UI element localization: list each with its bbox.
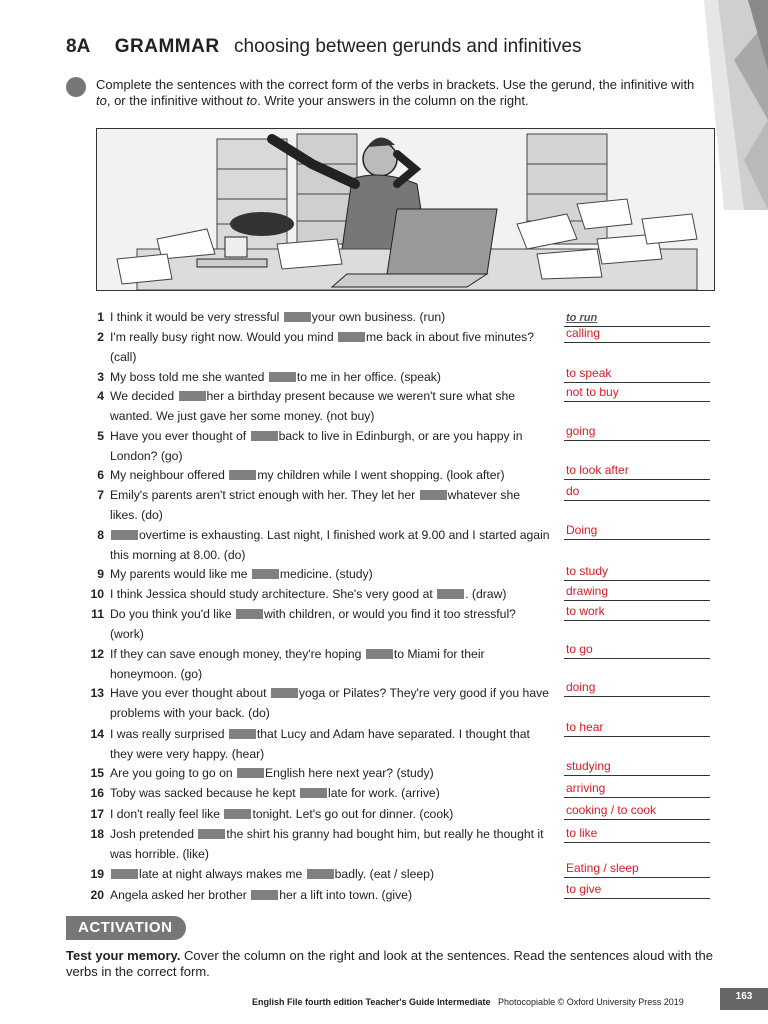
answer-text: arriving xyxy=(566,781,606,795)
answer-gap xyxy=(420,490,447,500)
office-illustration xyxy=(96,128,715,291)
question-number: 20 xyxy=(90,888,104,902)
question-text: I was really surprised that Lucy and Adam have separated. I thought that they were very happy. (hear) xyxy=(110,727,530,761)
answer-line[interactable] xyxy=(564,822,710,843)
answer-text: to work xyxy=(566,604,605,618)
answer-text: to run xyxy=(566,312,598,324)
unit-code: 8A xyxy=(66,36,91,57)
activation-text: Test your memory. Cover the column on the right and look at the sentences. Read the sentences aloud with the verbs in the correct form. xyxy=(66,948,714,979)
answer-text: doing xyxy=(566,680,596,694)
answer-gap xyxy=(229,729,256,739)
answer-text: to give xyxy=(566,882,602,896)
activation-heading: ACTIVATION xyxy=(66,916,186,940)
question-number: 16 xyxy=(90,786,104,800)
answer-text: to look after xyxy=(566,463,629,477)
instructions: Complete the sentences with the correct form of the verbs in brackets. Use the gerund, the infinitive with to, or the infinitive without to. Write your answers in the column on the right. xyxy=(96,77,695,108)
question-text: I think it would be very stressful your own business. (run) xyxy=(110,310,446,324)
question-text: Emily's parents aren't strict enough with her. They let her whatever she likes. (do) xyxy=(110,488,521,522)
question-text: We decided her a birthday present because we weren't sure what she wanted. We just gave her some money. (not buy) xyxy=(110,389,516,423)
question-text: Josh pretended the shirt his granny had bought him, but really he thought it was horrible. (like) xyxy=(110,827,544,861)
answer-line[interactable] xyxy=(564,420,710,441)
question-number: 6 xyxy=(97,468,104,482)
answer-gap xyxy=(111,530,138,540)
answer-gap xyxy=(251,890,278,900)
answer-text: Doing xyxy=(566,523,598,537)
question-text: I think Jessica should study architecture. She's very good at . (draw) xyxy=(110,587,507,601)
question-text: Angela asked her brother her a lift into town. (give) xyxy=(110,888,413,902)
answer-line[interactable] xyxy=(564,716,710,737)
answer-gap xyxy=(338,332,365,342)
footer: English File fourth edition Teacher's Guide Intermediate Photocopiable © Oxford University Press 2019 xyxy=(252,997,684,1007)
question-text: Toby was sacked because he kept late for work. (arrive) xyxy=(110,786,440,800)
question-text: Are you going to go on English here next year? (study) xyxy=(110,766,434,780)
answer-line[interactable] xyxy=(564,322,710,343)
question-text: My boss told me she wanted to me in her office. (speak) xyxy=(110,370,441,384)
answer-line[interactable] xyxy=(564,560,710,581)
question-number: 5 xyxy=(97,429,104,443)
answer-text: do xyxy=(566,484,580,498)
question-number: 13 xyxy=(90,686,104,700)
section-subtitle: choosing between gerunds and infinitives xyxy=(234,36,582,57)
answer-line[interactable] xyxy=(564,519,710,540)
answer-text: drawing xyxy=(566,584,609,598)
answer-gap xyxy=(251,431,278,441)
answer-line[interactable] xyxy=(564,676,710,697)
answer-text: Eating / sleep xyxy=(566,861,639,875)
answer-text: to speak xyxy=(566,366,612,380)
answer-gap xyxy=(229,470,256,480)
question-number: 2 xyxy=(97,330,104,344)
question-text: Have you ever thought about yoga or Pilates? They're very good if you have problems with your back. (do) xyxy=(110,686,549,720)
answer-gap xyxy=(271,688,298,698)
answer-gap xyxy=(252,569,279,579)
answer-line[interactable] xyxy=(564,878,710,899)
question-text: My parents would like me medicine. (study) xyxy=(110,567,373,581)
question-number: 3 xyxy=(97,370,104,384)
answer-gap xyxy=(236,609,263,619)
answer-text: calling xyxy=(566,326,601,340)
answer-line[interactable] xyxy=(564,362,710,383)
section-title: GRAMMAR xyxy=(114,36,220,57)
answer-text: to go xyxy=(566,642,593,656)
answer-gap xyxy=(198,829,225,839)
question-number: 12 xyxy=(90,647,104,661)
page-number: 163 xyxy=(720,988,768,1010)
answer-gap xyxy=(307,869,334,879)
question-number: 9 xyxy=(97,567,104,581)
question-text: Do you think you'd like with children, or would you find it too stressful? (work) xyxy=(110,607,516,641)
answer-gap xyxy=(237,768,264,778)
answer-text: not to buy xyxy=(566,385,619,399)
answer-gap xyxy=(179,391,206,401)
question-number: 7 xyxy=(97,488,104,502)
answer-line[interactable] xyxy=(564,799,710,820)
answer-line[interactable] xyxy=(564,480,710,501)
answer-line[interactable] xyxy=(564,381,710,402)
question-number: 19 xyxy=(90,867,104,881)
answer-line[interactable] xyxy=(564,755,710,776)
stressed-man-drawing xyxy=(97,129,714,290)
answer-text: to hear xyxy=(566,720,604,734)
answer-text: to like xyxy=(566,826,598,840)
question-text: My neighbour offered my children while I went shopping. (look after) xyxy=(110,468,505,482)
question-text: If they can save enough money, they're hoping to Miami for their honeymoon. (go) xyxy=(110,647,485,681)
question-text: late at night always makes me badly. (eat / sleep) xyxy=(110,865,550,885)
answer-line[interactable] xyxy=(564,777,710,798)
answer-line[interactable] xyxy=(564,580,710,601)
question-number: 18 xyxy=(90,827,104,841)
answer-text: to study xyxy=(566,564,609,578)
answer-gap xyxy=(111,869,138,879)
answer-text: cooking / to cook xyxy=(566,803,657,817)
answer-gap xyxy=(437,589,464,599)
answer-gap xyxy=(284,312,311,322)
question-number: 4 xyxy=(97,389,104,403)
question-number: 17 xyxy=(90,807,104,821)
question-text: I'm really busy right now. Would you mind me back in about five minutes? (call) xyxy=(110,330,535,364)
answer-text: studying xyxy=(566,759,611,773)
answer-gap xyxy=(300,788,327,798)
answer-text: going xyxy=(566,424,596,438)
answer-line[interactable] xyxy=(564,600,710,621)
question-number: 15 xyxy=(90,766,104,780)
question-text: overtime is exhausting. Last night, I finished work at 9.00 and I started again this morning at 8.00. (do) xyxy=(110,528,550,562)
answer-gap xyxy=(269,372,296,382)
question-number: 1 xyxy=(97,310,104,324)
question-text: Have you ever thought of back to live in Edinburgh, or are you happy in London? (go) xyxy=(110,429,523,463)
answer-gap xyxy=(366,649,393,659)
question-number: 14 xyxy=(90,727,104,741)
question-number: 11 xyxy=(91,607,104,621)
question-text: I don't really feel like tonight. Let's go out for dinner. (cook) xyxy=(110,807,454,821)
answer-line[interactable] xyxy=(564,459,710,480)
question-number: 8 xyxy=(97,528,104,542)
answer-gap xyxy=(224,809,251,819)
answer-line[interactable] xyxy=(564,638,710,659)
page-header xyxy=(66,36,582,66)
answer-line[interactable] xyxy=(564,857,710,878)
question-number: 10 xyxy=(90,587,104,601)
exercise-bullet-icon xyxy=(66,77,86,97)
